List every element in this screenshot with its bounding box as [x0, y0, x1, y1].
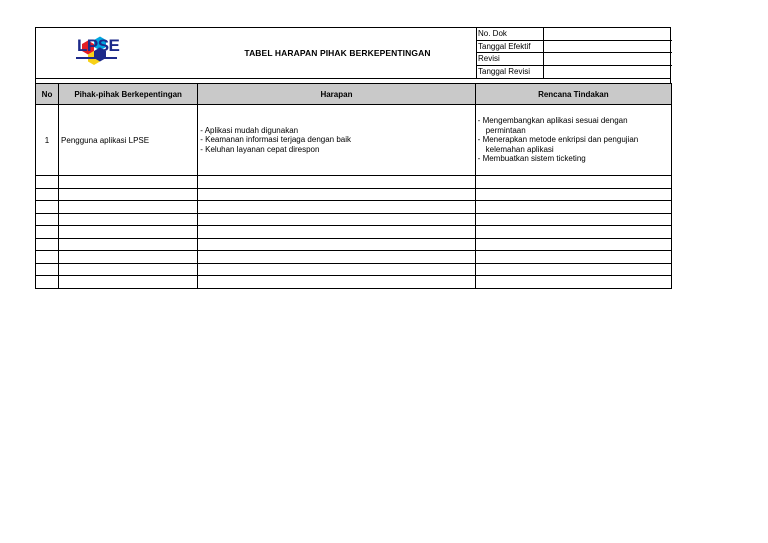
- cell-pihak: Pengguna aplikasi LPSE: [59, 105, 198, 176]
- empty-table-row: [36, 201, 672, 214]
- empty-cell: [198, 276, 475, 289]
- empty-cell: [198, 201, 475, 214]
- empty-cell: [475, 213, 671, 226]
- empty-cell: [59, 201, 198, 214]
- meta-value: [544, 41, 672, 53]
- document-sheet: [35, 27, 672, 289]
- empty-table-row: [36, 238, 672, 251]
- empty-cell: [59, 276, 198, 289]
- meta-label: Tanggal Efektif: [477, 41, 544, 53]
- empty-cell: [475, 251, 671, 264]
- empty-cell: [198, 238, 475, 251]
- rencana-list: [476, 116, 671, 164]
- meta-row-no-dok: [477, 28, 672, 41]
- empty-cell: [36, 201, 59, 214]
- empty-table-row: [36, 263, 672, 276]
- logo-cell: [36, 28, 199, 78]
- list-item: - Mengembangkan aplikasi sesuai dengan permintaan: [478, 116, 669, 135]
- meta-label: No. Dok: [477, 28, 544, 40]
- list-item: - Keluhan layanan cepat direspon: [200, 145, 472, 155]
- meta-row-revisi: [477, 53, 672, 66]
- meta-row-tanggal-revisi: [477, 66, 672, 79]
- empty-cell: [36, 263, 59, 276]
- document-header: [35, 27, 671, 79]
- empty-table-row: [36, 176, 672, 189]
- column-header-pihak: Pihak-pihak Berkepentingan: [59, 84, 198, 105]
- column-header-harapan: Harapan: [198, 84, 475, 105]
- meta-label: Tanggal Revisi: [477, 66, 544, 79]
- empty-cell: [59, 263, 198, 276]
- empty-cell: [36, 188, 59, 201]
- harapan-list: [198, 126, 474, 155]
- logo-underline: [76, 57, 117, 59]
- column-header-rencana: Rencana Tindakan: [475, 84, 671, 105]
- empty-cell: [59, 176, 198, 189]
- empty-cell: [59, 251, 198, 264]
- cell-no: 1: [36, 105, 59, 176]
- empty-cell: [198, 213, 475, 226]
- empty-cell: [36, 176, 59, 189]
- document-meta-block: [476, 28, 672, 78]
- empty-cell: [36, 276, 59, 289]
- empty-cell: [475, 276, 671, 289]
- empty-cell: [36, 213, 59, 226]
- table-body: [36, 105, 672, 289]
- meta-value: [544, 28, 672, 40]
- document-title: TABEL HARAPAN PIHAK BERKEPENTINGAN: [244, 48, 431, 58]
- column-header-no: No: [36, 84, 59, 105]
- empty-cell: [198, 226, 475, 239]
- empty-table-row: [36, 226, 672, 239]
- empty-cell: [36, 226, 59, 239]
- meta-value: [544, 66, 672, 79]
- table-row: [36, 105, 672, 176]
- empty-cell: [475, 188, 671, 201]
- empty-table-row: [36, 276, 672, 289]
- cell-harapan: [198, 105, 475, 176]
- empty-cell: [59, 238, 198, 251]
- empty-cell: [59, 226, 198, 239]
- cell-rencana: [475, 105, 671, 176]
- list-item: - Membuatkan sistem ticketing: [478, 154, 669, 164]
- harapan-table: [35, 83, 672, 289]
- empty-cell: [475, 201, 671, 214]
- empty-cell: [59, 188, 198, 201]
- empty-cell: [198, 263, 475, 276]
- meta-value: [544, 53, 672, 65]
- empty-cell: [475, 263, 671, 276]
- empty-cell: [198, 251, 475, 264]
- empty-cell: [475, 238, 671, 251]
- empty-cell: [36, 251, 59, 264]
- empty-cell: [198, 188, 475, 201]
- meta-row-tanggal-efektif: [477, 41, 672, 54]
- empty-table-row: [36, 213, 672, 226]
- empty-table-row: [36, 188, 672, 201]
- empty-cell: [475, 226, 671, 239]
- meta-label: Revisi: [477, 53, 544, 65]
- empty-cell: [475, 176, 671, 189]
- empty-cell: [59, 213, 198, 226]
- table-header-row: [36, 84, 672, 105]
- list-item: - Aplikasi mudah digunakan: [200, 126, 472, 136]
- logo-text: LPSE: [77, 36, 120, 55]
- empty-cell: [36, 238, 59, 251]
- list-item: - Keamanan informasi terjaga dengan baik: [200, 135, 472, 145]
- empty-table-row: [36, 251, 672, 264]
- empty-cell: [198, 176, 475, 189]
- list-item: - Menerapkan metode enkripsi dan pengujian kelemahan aplikasi: [478, 135, 669, 154]
